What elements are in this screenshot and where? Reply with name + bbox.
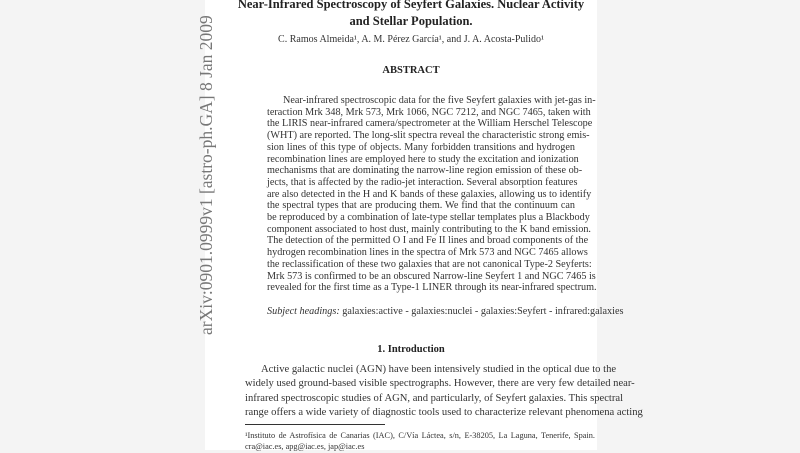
title-line: and Stellar Population. (349, 14, 473, 28)
abstract-line: the reclassification of these two galaxies that are not canonical Type-2 Seyferts: (267, 258, 592, 270)
footnote-rule (245, 424, 385, 425)
abstract-line: sion lines of this type of objects. Many forbidden transitions and hydrogen (267, 141, 575, 153)
intro-line: Active galactic nuclei (AGN) have been intensively studied in the optical due to the (261, 364, 617, 375)
abstract-line: component associated to host dust, mainly contributing to the K band emission. (267, 223, 591, 235)
abstract-line: mechanisms that are dominating the narrow-line region emission of these ob- (267, 165, 583, 177)
abstract-line: jects, that is affected by the radio-jet interaction. Several absorption features (267, 176, 578, 188)
subject-headings (267, 306, 623, 317)
section-heading: 1. Introduction (377, 344, 445, 355)
footnote-emails: cra@iac.es, apg@iac.es, jap@iac.es (245, 442, 365, 451)
abstract-line: teraction Mrk 348, Mrk 573, Mrk 1066, NGC 7212, and NGC 7465, taken with (267, 106, 591, 118)
subject-label: Subject headings: (267, 306, 340, 317)
intro-line: range offers a wide variety of diagnostic tools used to characterize relevant phenomena acting (245, 406, 643, 418)
authors: C. Ramos Almeida¹, A. M. Pérez García¹, and J. A. Acosta-Pulido¹ (278, 34, 544, 45)
paper-title (215, 0, 607, 30)
intro-line: widely used ground-based visible spectrographs. However, there are very few detailed near- (245, 378, 635, 390)
abstract-line: recombination lines are employed here to study the excitation and ionization (267, 153, 579, 165)
abstract-line: the spectral types that are producing them. We find that the continuum can (267, 200, 575, 212)
subject-text: galaxies:active - galaxies:nuclei - galaxies:Seyfert - infrared:galaxies (342, 306, 624, 317)
abstract-line: the LIRIS near-infrared camera/spectrometer at the William Herschel Telescope (267, 118, 593, 130)
paper-page (205, 0, 643, 451)
abstract-line: (WHT) are reported. The long-slit spectra reveal the characteristic strong emis- (267, 130, 590, 142)
title-line: Near-Infrared Spectroscopy of Seyfert Galaxies. Nuclear Activity (237, 0, 585, 11)
footnote: ¹Instituto de Astrofísica de Canarias (IAC), C/Vía Láctea, s/n, E-38205, La Laguna, Tenerife, Spain. (245, 431, 595, 440)
abstract-line: revealed for the first time as a Type-1 LINER through its near-infrared spectrum. (267, 282, 597, 294)
abstract-line: Mrk 573 is confirmed to be an obscured Narrow-line Seyfert 1 and NGC 7465 is (267, 270, 596, 282)
abstract-line: are also detected in the H and K bands of these galaxies, allowing us to identify (267, 188, 592, 200)
abstract-line: be reproduced by a combination of late-type stellar templates plus a Blackbody (267, 212, 590, 223)
abstract-heading: ABSTRACT (382, 65, 440, 76)
abstract-line: The detection of the permitted O I and Fe II lines and broad components of the (267, 235, 589, 247)
abstract-line: Near-infrared spectroscopic data for the five Seyfert galaxies with jet-gas in- (283, 95, 596, 106)
arxiv-stamp: arXiv:0901.0999v1 [astro-ph.GA] 8 Jan 2009 (196, 15, 216, 335)
abstract-line: hydrogen recombination lines in the spectra of Mrk 573 and NGC 7465 allows (267, 247, 588, 259)
intro-line: infrared spectroscopic studies of AGN, and particularly, of Seyfert galaxies. This spectral (245, 392, 624, 404)
